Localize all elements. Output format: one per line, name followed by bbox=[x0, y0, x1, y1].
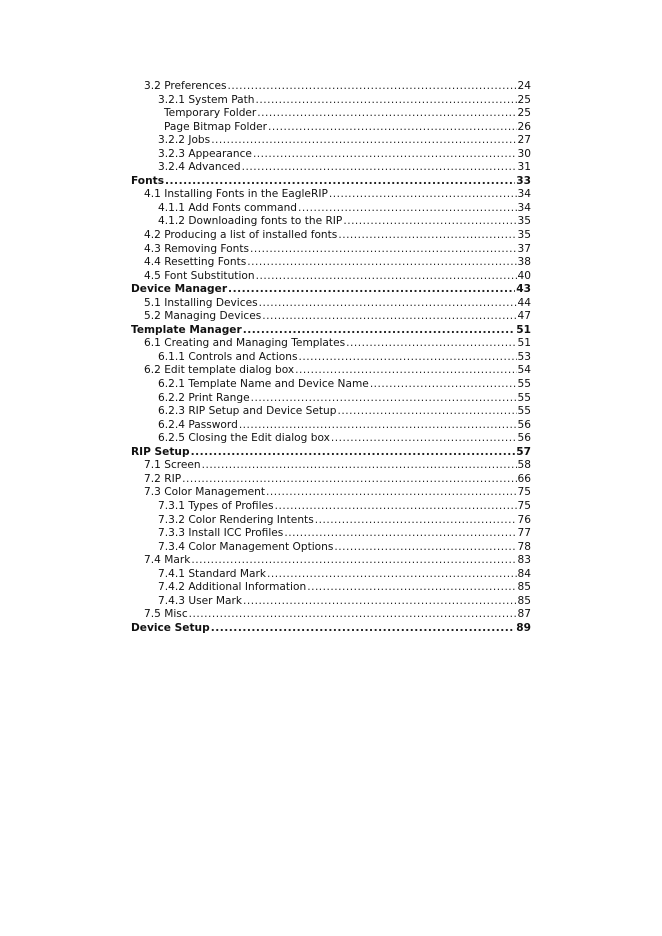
toc-leader-dots bbox=[202, 459, 517, 473]
toc-entry-page: 34 bbox=[517, 188, 531, 201]
toc-entry-title: 7.3.1 Types of Profiles bbox=[158, 499, 274, 512]
toc-entry[interactable] bbox=[131, 486, 531, 500]
toc-entry-title: 3.2.1 System Path bbox=[158, 93, 255, 106]
toc-entry-title: 7.1 Screen bbox=[144, 459, 201, 472]
toc-entry-title: Fonts bbox=[131, 174, 164, 187]
toc-entry[interactable] bbox=[131, 337, 531, 351]
toc-leader-dots bbox=[165, 175, 515, 189]
toc-entry-title: Device Setup bbox=[131, 621, 210, 634]
toc-entry[interactable] bbox=[131, 446, 531, 460]
toc-leader-dots bbox=[298, 202, 516, 216]
toc-entry-title: 4.1 Installing Fonts in the EagleRIP bbox=[144, 188, 328, 201]
toc-entry[interactable] bbox=[131, 229, 531, 243]
toc-leader-dots bbox=[191, 446, 516, 460]
toc-entry-page: 51 bbox=[516, 323, 531, 336]
toc-entry-page: 54 bbox=[517, 364, 531, 377]
toc-entry-page: 37 bbox=[517, 242, 531, 255]
toc-entry[interactable] bbox=[131, 500, 531, 514]
toc-entry-title: Temporary Folder bbox=[164, 107, 257, 120]
toc-entry[interactable] bbox=[131, 297, 531, 311]
toc-entry-page: 85 bbox=[517, 581, 531, 594]
toc-entry-title: 6.2.5 Closing the Edit dialog box bbox=[158, 432, 330, 445]
toc-entry-page: 85 bbox=[517, 594, 531, 607]
toc-entry-page: 40 bbox=[517, 269, 531, 282]
toc-leader-dots bbox=[251, 392, 517, 406]
toc-entry-page: 76 bbox=[517, 513, 531, 526]
toc-entry-title: RIP Setup bbox=[131, 445, 190, 458]
toc-entry[interactable] bbox=[131, 622, 531, 636]
toc-entry[interactable] bbox=[131, 405, 531, 419]
toc-entry-page: 75 bbox=[517, 486, 531, 499]
toc-entry-page: 58 bbox=[517, 459, 531, 472]
toc-entry-page: 44 bbox=[517, 296, 531, 309]
toc-entry-title: 4.1.1 Add Fonts command bbox=[158, 201, 298, 214]
toc-entry[interactable] bbox=[131, 188, 531, 202]
toc-entry-page: 77 bbox=[517, 527, 531, 540]
toc-entry-title: 7.5 Misc bbox=[144, 608, 188, 621]
toc-leader-dots bbox=[275, 500, 517, 514]
toc-entry-title: 7.4.1 Standard Mark bbox=[158, 567, 267, 580]
toc-entry[interactable] bbox=[131, 243, 531, 257]
toc-entry-page: 33 bbox=[516, 174, 531, 187]
toc-entry-page: 34 bbox=[517, 201, 531, 214]
toc-entry-title: 7.3.2 Color Rendering Intents bbox=[158, 513, 314, 526]
toc-entry-page: 83 bbox=[517, 554, 531, 567]
toc-leader-dots bbox=[315, 514, 517, 528]
toc-leader-dots bbox=[334, 541, 516, 555]
toc-entry-title: 4.4 Resetting Fonts bbox=[144, 256, 247, 269]
toc-entry-title: 6.2.2 Print Range bbox=[158, 391, 250, 404]
toc-leader-dots bbox=[256, 270, 517, 284]
toc-entry-page: 35 bbox=[517, 215, 531, 228]
toc-entry[interactable] bbox=[131, 527, 531, 541]
toc-leader-dots bbox=[255, 94, 516, 108]
toc-entry-page: 57 bbox=[516, 445, 531, 458]
toc-entry[interactable] bbox=[131, 392, 531, 406]
toc-leader-dots bbox=[266, 486, 516, 500]
toc-entry-title: 4.1.2 Downloading fonts to the RIP bbox=[158, 215, 343, 228]
toc-leader-dots bbox=[257, 107, 516, 121]
toc-entry[interactable] bbox=[131, 378, 531, 392]
toc-entry-page: 26 bbox=[517, 120, 531, 133]
table-of-contents bbox=[131, 80, 531, 635]
toc-leader-dots bbox=[247, 256, 516, 270]
toc-leader-dots bbox=[299, 351, 517, 365]
toc-entry-title: 7.4.3 User Mark bbox=[158, 594, 242, 607]
toc-entry[interactable] bbox=[131, 94, 531, 108]
toc-entry-title: 6.2.3 RIP Setup and Device Setup bbox=[158, 405, 337, 418]
toc-entry[interactable] bbox=[131, 324, 531, 338]
toc-entry[interactable] bbox=[131, 175, 531, 189]
toc-entry-title: Device Manager bbox=[131, 283, 228, 296]
toc-entry[interactable] bbox=[131, 432, 531, 446]
toc-entry[interactable] bbox=[131, 568, 531, 582]
toc-entry-title: 6.1.1 Controls and Actions bbox=[158, 350, 298, 363]
toc-entry[interactable] bbox=[131, 595, 531, 609]
toc-entry-title: 5.2 Managing Devices bbox=[144, 310, 262, 323]
toc-entry[interactable] bbox=[131, 161, 531, 175]
toc-entry-page: 89 bbox=[516, 621, 531, 634]
toc-leader-dots bbox=[329, 188, 517, 202]
toc-leader-dots bbox=[239, 419, 517, 433]
toc-entry-page: 43 bbox=[516, 283, 531, 296]
toc-leader-dots bbox=[259, 297, 517, 311]
toc-entry[interactable] bbox=[131, 215, 531, 229]
toc-entry-page: 78 bbox=[517, 540, 531, 553]
toc-entry-title: 7.3.3 Install ICC Profiles bbox=[158, 527, 284, 540]
toc-entry-title: Page Bitmap Folder bbox=[164, 120, 268, 133]
toc-entry-page: 51 bbox=[517, 337, 531, 350]
toc-leader-dots bbox=[189, 608, 517, 622]
toc-entry-page: 55 bbox=[517, 405, 531, 418]
toc-entry[interactable] bbox=[131, 554, 531, 568]
toc-leader-dots bbox=[295, 364, 516, 378]
toc-entry-title: 6.2.1 Template Name and Device Name bbox=[158, 378, 369, 391]
toc-entry-page: 75 bbox=[517, 499, 531, 512]
toc-leader-dots bbox=[211, 622, 516, 636]
toc-entry-title: 7.3 Color Management bbox=[144, 486, 266, 499]
toc-entry-page: 56 bbox=[517, 432, 531, 445]
toc-entry-page: 35 bbox=[517, 229, 531, 242]
toc-entry[interactable] bbox=[131, 514, 531, 528]
toc-entry-title: 3.2.3 Appearance bbox=[158, 147, 252, 160]
toc-entry-page: 24 bbox=[517, 80, 531, 92]
toc-entry-page: 53 bbox=[517, 350, 531, 363]
toc-leader-dots bbox=[343, 215, 516, 229]
toc-entry[interactable] bbox=[131, 351, 531, 365]
toc-leader-dots bbox=[243, 595, 517, 609]
toc-leader-dots bbox=[338, 405, 517, 419]
toc-entry[interactable] bbox=[131, 80, 531, 94]
toc-leader-dots bbox=[250, 243, 516, 257]
toc-entry-page: 55 bbox=[517, 378, 531, 391]
toc-entry-title: 7.4 Mark bbox=[144, 554, 191, 567]
toc-entry-title: 6.2.4 Password bbox=[158, 418, 238, 431]
toc-entry-page: 25 bbox=[517, 107, 531, 120]
toc-entry-title: 7.2 RIP bbox=[144, 472, 182, 485]
toc-entry-title: 3.2.4 Advanced bbox=[158, 161, 241, 174]
toc-entry[interactable] bbox=[131, 364, 531, 378]
toc-entry-title: 4.3 Removing Fonts bbox=[144, 242, 250, 255]
toc-entry[interactable] bbox=[131, 202, 531, 216]
toc-leader-dots bbox=[338, 229, 516, 243]
toc-leader-dots bbox=[267, 568, 517, 582]
toc-leader-dots bbox=[253, 148, 517, 162]
toc-entry-title: 7.3.4 Color Management Options bbox=[158, 540, 334, 553]
toc-entry-page: 30 bbox=[517, 147, 531, 160]
toc-entry-page: 56 bbox=[517, 418, 531, 431]
toc-leader-dots bbox=[284, 527, 516, 541]
toc-leader-dots bbox=[346, 337, 516, 351]
toc-entry-title: Template Manager bbox=[131, 323, 242, 336]
toc-entry-page: 25 bbox=[517, 93, 531, 106]
toc-entry-page: 55 bbox=[517, 391, 531, 404]
toc-leader-dots bbox=[228, 80, 517, 94]
toc-leader-dots bbox=[370, 378, 517, 392]
toc-entry-title: 5.1 Installing Devices bbox=[144, 296, 258, 309]
toc-entry-page: 27 bbox=[517, 134, 531, 147]
toc-leader-dots bbox=[307, 581, 516, 595]
toc-leader-dots bbox=[242, 161, 517, 175]
toc-entry-page: 31 bbox=[517, 161, 531, 174]
toc-entry-page: 87 bbox=[517, 608, 531, 621]
toc-entry[interactable] bbox=[131, 283, 531, 297]
toc-entry[interactable] bbox=[131, 121, 531, 135]
toc-leader-dots bbox=[331, 432, 517, 446]
toc-leader-dots bbox=[228, 283, 515, 297]
toc-entry-page: 47 bbox=[517, 310, 531, 323]
toc-entry-title: 4.2 Producing a list of installed fonts bbox=[144, 229, 338, 242]
toc-entry[interactable] bbox=[131, 310, 531, 324]
toc-leader-dots bbox=[243, 324, 516, 338]
toc-entry-title: 6.1 Creating and Managing Templates bbox=[144, 337, 346, 350]
toc-entry-page: 84 bbox=[517, 567, 531, 580]
toc-entry-title: 4.5 Font Substitution bbox=[144, 269, 255, 282]
toc-entry[interactable] bbox=[131, 256, 531, 270]
toc-entry[interactable] bbox=[131, 134, 531, 148]
toc-entry[interactable] bbox=[131, 459, 531, 473]
toc-entry[interactable] bbox=[131, 581, 531, 595]
toc-entry-title: 7.4.2 Additional Information bbox=[158, 581, 307, 594]
toc-leader-dots bbox=[182, 473, 516, 487]
toc-leader-dots bbox=[262, 310, 516, 324]
toc-entry[interactable] bbox=[131, 608, 531, 622]
toc-entry[interactable] bbox=[131, 541, 531, 555]
toc-entry-title: 6.2 Edit template dialog box bbox=[144, 364, 295, 377]
toc-entry-title: 3.2.2 Jobs bbox=[158, 134, 211, 147]
toc-leader-dots bbox=[211, 134, 516, 148]
toc-entry[interactable] bbox=[131, 419, 531, 433]
toc-leader-dots bbox=[191, 554, 516, 568]
toc-entry-page: 38 bbox=[517, 256, 531, 269]
toc-entry-title: 3.2 Preferences bbox=[144, 80, 227, 92]
toc-leader-dots bbox=[268, 121, 516, 135]
toc-entry[interactable] bbox=[131, 148, 531, 162]
toc-entry[interactable] bbox=[131, 107, 531, 121]
toc-entry[interactable] bbox=[131, 473, 531, 487]
toc-entry-page: 66 bbox=[517, 472, 531, 485]
toc-entry[interactable] bbox=[131, 270, 531, 284]
